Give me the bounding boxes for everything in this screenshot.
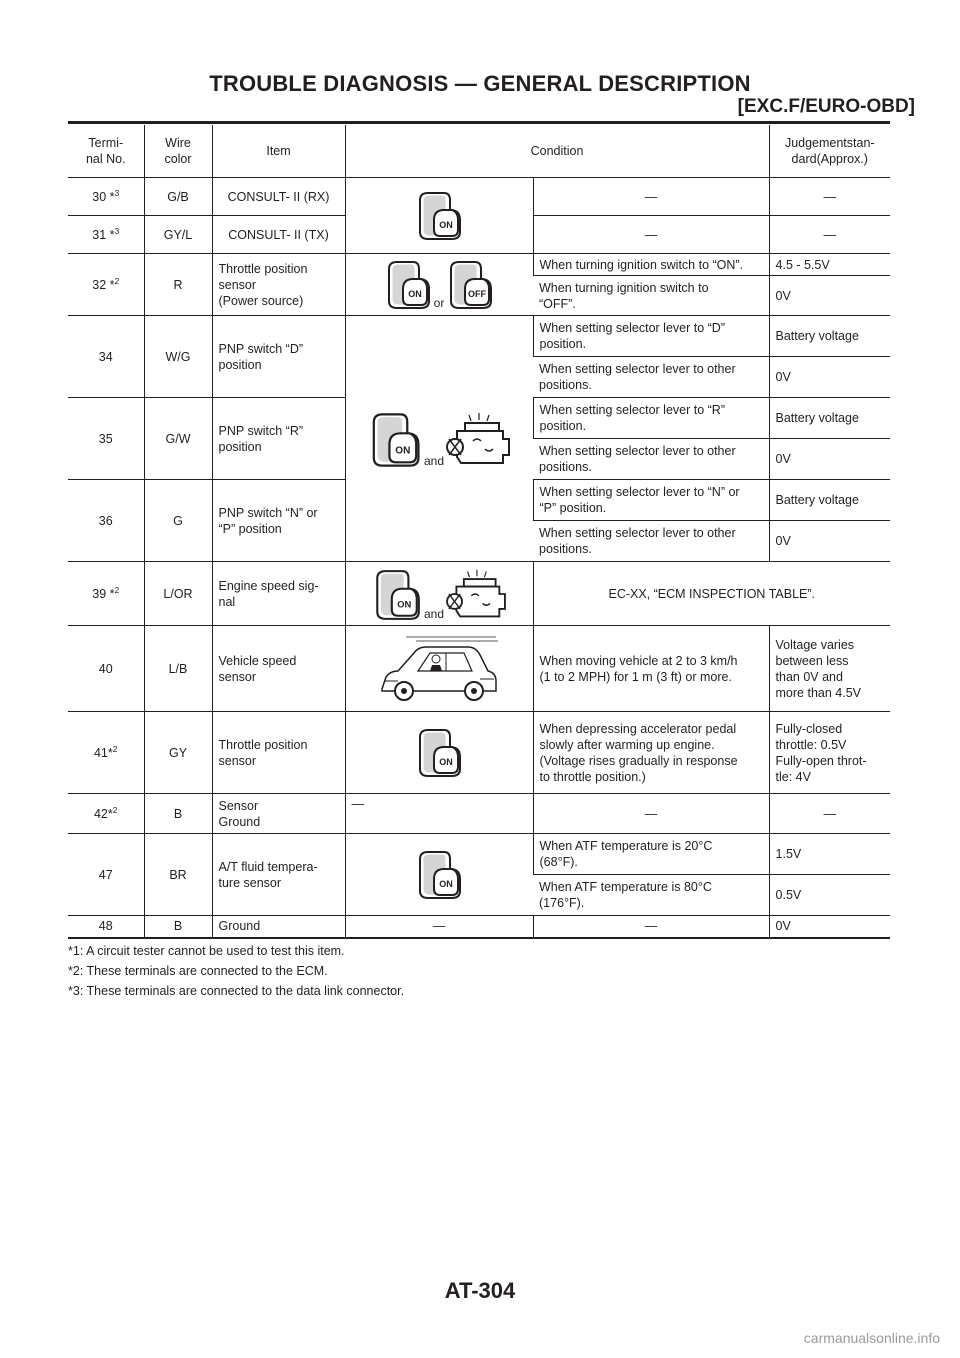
condition: — [533,916,769,938]
wire-color: BR [144,834,212,916]
item: Sensor Ground [212,794,345,834]
condition: When setting selector lever to other positions. [533,439,769,480]
table-row [68,712,890,794]
ignition-key-on-icon [414,849,464,901]
svg-text:ON: ON [407,288,422,299]
condition: When setting selector lever to other positions. [533,357,769,398]
condition-icon-cell [345,626,533,712]
judgement: — [769,216,890,254]
condition: — [533,216,769,254]
condition: When setting selector lever to “D” position. [533,316,769,357]
page-number: AT-304 [444,1278,516,1303]
table-row [68,916,890,938]
condition: When setting selector lever to other positions. [533,521,769,562]
watermark: carmanualsonline.info [803,1330,940,1346]
condition: When setting selector lever to “N” or “P” position. [533,480,769,521]
wire-color: B [144,916,212,938]
table-row [68,316,890,357]
judgement: 0V [769,357,890,398]
condition-icon-cell [345,834,533,916]
terminal-no: 41*$^2$ [68,712,144,794]
item: Throttle position sensor (Power source) [212,254,345,316]
judgement: Battery voltage [769,480,890,521]
terminal-no: 36 [68,480,144,562]
judgement: 0.5V [769,875,890,916]
condition-icon-cell: — [345,794,533,834]
condition: When ATF temperature is 80°C (176°F). [533,875,769,916]
item: CONSULT- II (TX) [212,216,345,254]
footnote: *3: These terminals are connected to the data link connector. [68,984,405,998]
icon-joiner: and [423,453,445,468]
ignition-key-on-icon [414,190,464,242]
table-row [68,834,890,875]
terminal-no: 42*$^2$ [68,794,144,834]
table-row [68,254,890,276]
item: Engine speed sig- nal [212,562,345,626]
col-judgement: Judgementstan- dard(Approx.) [769,125,890,178]
condition: When setting selector lever to “R” position. [533,398,769,439]
judgement: 4.5 - 5.5V [769,254,890,276]
condition: When turning ignition switch to “OFF”. [533,276,769,316]
footnote: *1: A circuit tester cannot be used to test this item. [68,944,345,958]
item: Vehicle speed sensor [212,626,345,712]
wire-color: G/B [144,178,212,216]
engine-running-icon [445,409,511,469]
ignition-key-on-icon [371,568,423,622]
condition: — [533,178,769,216]
svg-text:ON: ON [439,756,453,767]
judgement: 0V [769,276,890,316]
footnotes [68,941,404,1001]
svg-text:ON: ON [397,598,412,609]
engine-running-icon [445,566,507,622]
ignition-key-on-icon [367,411,423,469]
table-header-row [68,125,890,178]
svg-text:ON: ON [395,444,411,456]
ignition-key-on-icon [414,727,464,779]
terminal-no: 31 *$^3$ [68,216,144,254]
wire-color: GY [144,712,212,794]
col-wire-color: Wire color [144,125,212,178]
judgement: Battery voltage [769,398,890,439]
ignition-key-on-icon [383,259,433,311]
item: Throttle position sensor [212,712,345,794]
condition-icon-cell [345,712,533,794]
judgement: Fully-closed throttle: 0.5V Fully-open throt- tle: 4V [769,712,890,794]
judgement: 1.5V [769,834,890,875]
page-subtitle: [EXC.F/EURO-OBD] [737,96,915,117]
item: Ground [212,916,345,938]
judgement: 0V [769,916,890,938]
col-condition: Condition [345,125,769,178]
item: CONSULT- II (RX) [212,178,345,216]
svg-text:ON: ON [439,219,453,230]
condition: When moving vehicle at 2 to 3 km/h (1 to 2 MPH) for 1 m (3 ft) or more. [533,626,769,712]
wire-color: G/W [144,398,212,480]
svg-text:OFF: OFF [468,288,487,299]
vehicle-driving-icon [376,631,502,707]
item: PNP switch “D” position [212,316,345,398]
judgement: 0V [769,521,890,562]
terminal-no: 30 *$^3$ [68,178,144,216]
terminal-no: 34 [68,316,144,398]
table-row [68,178,890,216]
svg-text:ON: ON [439,878,453,889]
condition-icon-cell [345,254,533,316]
wire-color: L/B [144,626,212,712]
condition: When ATF temperature is 20°C (68°F). [533,834,769,875]
item: A/T fluid tempera- ture sensor [212,834,345,916]
terminal-no: 40 [68,626,144,712]
wire-color: L/OR [144,562,212,626]
table-row [68,562,890,626]
condition: — [533,794,769,834]
header-rule [68,121,890,124]
table-row [68,794,890,834]
col-terminal-no: Termi- nal No. [68,125,144,178]
judgement: — [769,794,890,834]
item: PNP switch “R” position [212,398,345,480]
judgement: Battery voltage [769,316,890,357]
icon-joiner: or [433,295,445,310]
terminal-table [68,125,890,939]
condition-icon-cell [345,562,533,626]
ignition-key-off-icon [445,259,495,311]
page-title: TROUBLE DIAGNOSIS — GENERAL DESCRIPTION [209,71,751,96]
table-row [68,626,890,712]
judgement: Voltage varies between less than 0V and more than 4.5V [769,626,890,712]
wire-color: B [144,794,212,834]
item: PNP switch “N” or “P” position [212,480,345,562]
terminal-no: 47 [68,834,144,916]
terminal-no: 48 [68,916,144,938]
wire-color: W/G [144,316,212,398]
wire-color: GY/L [144,216,212,254]
footnote: *2: These terminals are connected to the ECM. [68,964,328,978]
condition: When depressing accelerator pedal slowly after warming up engine. (Voltage rises gradually in response to throttle position.) [533,712,769,794]
judgement: — [769,178,890,216]
condition-icon-cell: — [345,916,533,938]
judgement: 0V [769,439,890,480]
terminal-no: 32 *$^2$ [68,254,144,316]
condition: When turning ignition switch to “ON”. [533,254,769,276]
terminal-no: 39 *$^2$ [68,562,144,626]
terminal-no: 35 [68,398,144,480]
icon-joiner: and [423,606,445,621]
wire-color: G [144,480,212,562]
condition-icon-cell [345,316,533,562]
condition-icon-cell [345,178,533,254]
condition: EC-XX, “ECM INSPECTION TABLE”. [533,562,890,626]
wire-color: R [144,254,212,316]
col-item: Item [212,125,345,178]
